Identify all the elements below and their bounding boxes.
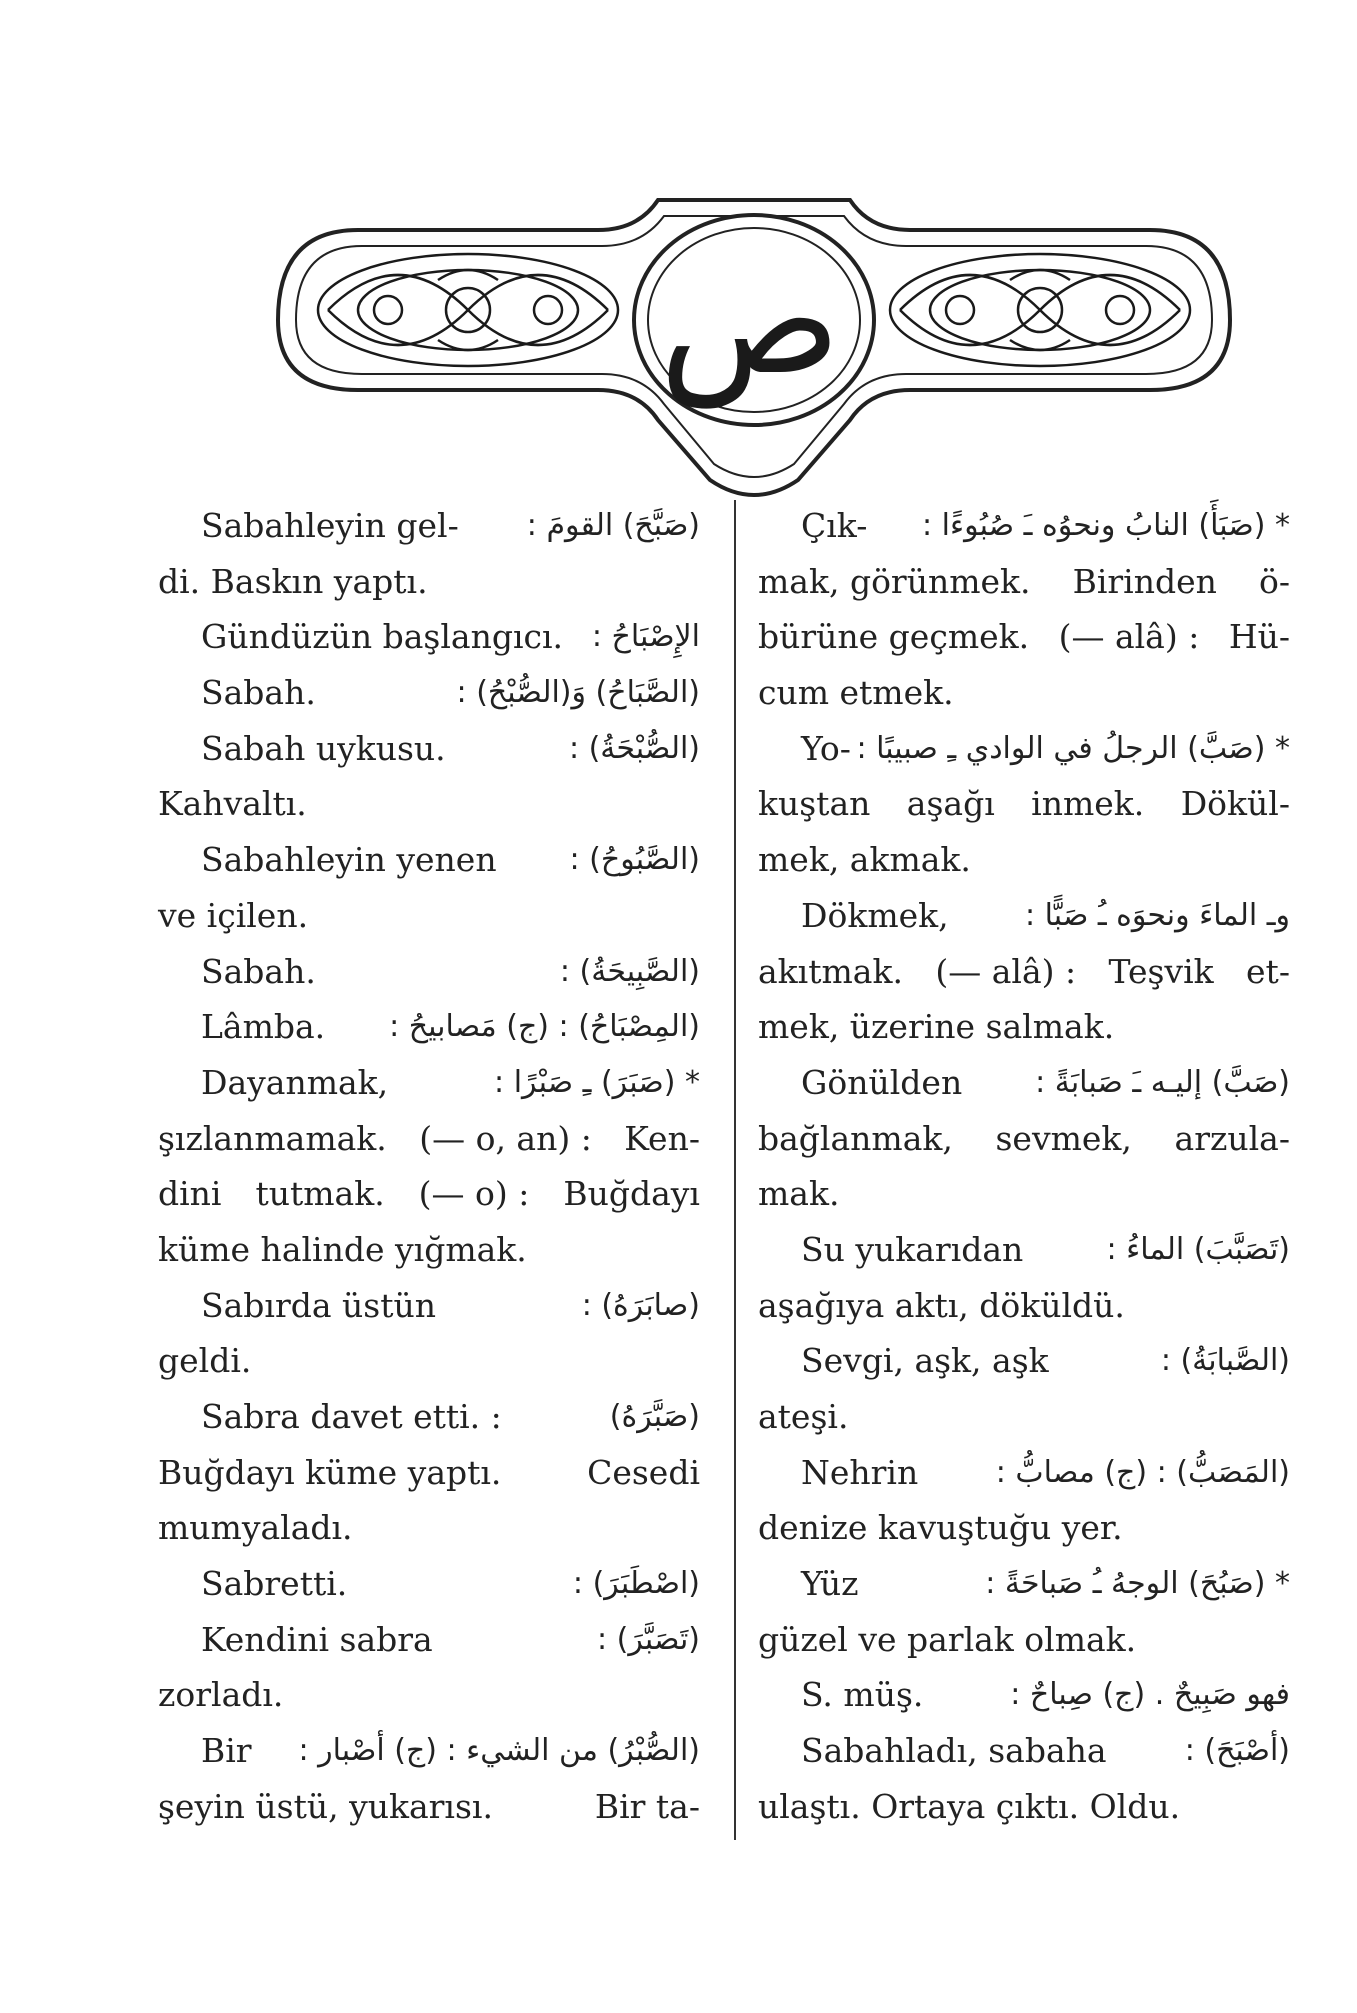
turkish-definition: Sabahladı, sabaha: [801, 1731, 1107, 1771]
dictionary-line: [158, 999, 700, 1055]
turkish-definition: Sabırda üstün: [201, 1285, 436, 1325]
line-word: Teşvik: [1108, 951, 1214, 991]
dictionary-line: [158, 1278, 700, 1334]
line-word: bürüne geçmek.: [758, 617, 1030, 657]
turkish-definition: mek, akmak.: [758, 840, 971, 880]
turkish-definition: Sabretti.: [201, 1564, 348, 1604]
turkish-definition: Sabahleyin yenen: [201, 840, 497, 880]
dictionary-line: [158, 554, 700, 610]
dictionary-line: [158, 665, 700, 721]
line-word: akıtmak.: [758, 951, 903, 991]
column-divider: [734, 500, 736, 1840]
line-word: kuştan: [758, 784, 871, 824]
turkish-definition: güzel ve parlak olmak.: [758, 1619, 1137, 1659]
line-word: aşağı: [906, 784, 995, 824]
line-word: (— alâ) :: [1058, 617, 1200, 657]
dictionary-line: [758, 888, 1290, 944]
turkish-definition: Dökmek,: [801, 895, 949, 935]
turkish-definition: cum etmek.: [758, 673, 954, 713]
arabic-headword: وـ الماءَ ونحوَه ـُ صَبًّا :: [1024, 897, 1290, 933]
dictionary-line: [158, 721, 700, 777]
dictionary-line: [158, 1556, 700, 1612]
dictionary-line: [158, 1612, 700, 1668]
turkish-definition: Sabah.: [201, 951, 316, 991]
line-word: dini: [158, 1174, 222, 1214]
turkish-definition: zorladı.: [158, 1675, 284, 1715]
arabic-headword: (الصَّبِيحَةُ) :: [559, 953, 700, 989]
arabic-headword: (المَصَبُّ) : (ج) مصابُّ :: [995, 1454, 1290, 1490]
arabic-headword: (الصُّبْحَةُ) :: [568, 730, 700, 766]
arabic-headword: * (صَبَّ) الرجلُ في الوادي ـِ صبيبًا :: [856, 730, 1290, 766]
dictionary-line: [758, 1222, 1290, 1278]
arabic-headword: (الصُّبْرُ) من الشيء : (ج) أصْبار :: [298, 1733, 700, 1769]
dictionary-line: [758, 1667, 1290, 1723]
dictionary-line: [758, 1111, 1290, 1167]
turkish-definition: mek, üzerine salmak.: [758, 1007, 1115, 1047]
left-column: [158, 498, 700, 1835]
line-word: et-: [1246, 951, 1290, 991]
arabic-headword: * (صَبَرَ) ـِ صَبْرًا :: [494, 1064, 700, 1100]
dictionary-line: [758, 554, 1290, 610]
dictionary-line: [758, 1779, 1290, 1835]
turkish-definition: Bir: [201, 1731, 252, 1771]
arabic-headword: * (صَبُحَ) الوجهُ ـُ صَباحَةً :: [985, 1566, 1290, 1602]
dictionary-line: [758, 776, 1290, 832]
turkish-definition: ulaştı. Ortaya çıktı. Oldu.: [758, 1786, 1181, 1826]
turkish-definition: Gönülden: [801, 1062, 963, 1102]
turkish-definition: Yo-: [801, 728, 851, 768]
line-word: Bir ta-: [594, 1786, 700, 1826]
turkish-definition: Gündüzün başlangıcı.: [201, 617, 564, 657]
dictionary-line: [158, 1111, 700, 1167]
dictionary-line: [758, 999, 1290, 1055]
line-word: (— o) :: [418, 1174, 530, 1214]
arabic-headword: (صَبَّ) إليـه ـَ صَبابَةً :: [1035, 1064, 1290, 1100]
dictionary-line: [158, 1222, 700, 1278]
turkish-definition: Yüz: [801, 1564, 859, 1604]
arabic-headword: (تَصَبَّرَ) :: [596, 1621, 700, 1657]
arabic-headword: (الصَّبُوحُ) :: [569, 842, 700, 878]
turkish-definition: Sevgi, aşk, aşk: [801, 1341, 1049, 1381]
dictionary-line: [758, 1500, 1290, 1556]
dictionary-line: [158, 1667, 700, 1723]
dictionary-line: [158, 1389, 700, 1445]
arabic-headword: (أصْبَحَ) :: [1184, 1733, 1290, 1769]
arabic-headword: * (صَبَأَ) النابُ ونحوُه ـَ صُبُوءًا :: [922, 508, 1290, 543]
turkish-definition: geldi.: [158, 1341, 252, 1381]
dictionary-line: [758, 1055, 1290, 1111]
turkish-definition: küme halinde yığmak.: [158, 1229, 527, 1269]
dictionary-line: [758, 1556, 1290, 1612]
line-word: mak, görünmek.: [758, 561, 1031, 601]
right-column: [758, 498, 1290, 1835]
dictionary-line: [758, 944, 1290, 1000]
arabic-headword: (صَبَّحَ) القومَ :: [526, 508, 700, 543]
left-arabesque-panel: [318, 254, 618, 366]
dictionary-line: [158, 1779, 700, 1835]
turkish-definition: Kahvaltı.: [158, 784, 307, 824]
dictionary-line: [758, 665, 1290, 721]
dictionary-line: [158, 1500, 700, 1556]
right-arabesque-panel: [890, 254, 1190, 366]
section-letter-sad: ص: [659, 234, 841, 408]
turkish-definition: Çık-: [801, 506, 868, 545]
turkish-definition: Sabahleyin gel-: [201, 506, 459, 545]
dictionary-line: [158, 1166, 700, 1222]
turkish-definition: Sabah.: [201, 673, 316, 713]
turkish-definition: mak.: [758, 1174, 840, 1214]
line-word: bağlanmak,: [758, 1118, 953, 1158]
turkish-definition: S. müş.: [801, 1675, 924, 1715]
dictionary-line: [758, 1612, 1290, 1668]
turkish-definition: Lâmba.: [201, 1007, 326, 1047]
dictionary-line: [158, 1445, 700, 1501]
dictionary-line: [758, 1389, 1290, 1445]
turkish-definition: ve içilen.: [158, 895, 309, 935]
line-word: Birinden: [1072, 561, 1217, 601]
line-word: ö-: [1258, 561, 1290, 601]
dictionary-line: [758, 1278, 1290, 1334]
arabic-headword: الإِصْبَاحُ :: [591, 619, 700, 655]
line-word: Buğdayı: [563, 1174, 700, 1214]
dictionary-line: [758, 1333, 1290, 1389]
arabic-headword: (صابَرَهُ) :: [581, 1287, 700, 1323]
dictionary-line: [158, 832, 700, 888]
line-word: inmek.: [1031, 784, 1145, 824]
arabic-headword: (صَبَّرَهُ): [609, 1399, 700, 1434]
line-word: (— alâ) :: [935, 951, 1077, 991]
dictionary-line: [158, 888, 700, 944]
line-word: arzula-: [1174, 1118, 1290, 1158]
turkish-definition: mumyaladı.: [158, 1508, 353, 1548]
dictionary-line: [758, 832, 1290, 888]
dictionary-line: [158, 1723, 700, 1779]
dictionary-line: [158, 498, 700, 554]
turkish-definition: Dayanmak,: [201, 1062, 389, 1102]
arabic-headword: (تَصَبَّبَ) الماءُ :: [1106, 1231, 1290, 1267]
line-word: Cesedi: [587, 1452, 700, 1492]
line-word: Hü-: [1228, 617, 1290, 657]
line-word: şızlanmamak.: [158, 1118, 387, 1158]
dictionary-line: [158, 1055, 700, 1111]
dictionary-line: [758, 609, 1290, 665]
turkish-definition: Kendini sabra: [201, 1619, 433, 1659]
line-word: Buğdayı küme yaptı.: [158, 1452, 502, 1492]
turkish-definition: denize kavuştuğu yer.: [758, 1508, 1123, 1548]
turkish-definition: aşağıya aktı, döküldü.: [758, 1285, 1125, 1325]
turkish-definition: Su yukarıdan: [801, 1229, 1024, 1269]
arabic-headword: (الصَّبَاحُ) وَ(الصُّبْحُ) :: [456, 675, 700, 711]
turkish-definition: ateşi.: [758, 1397, 849, 1436]
arabic-headword: (المِصْبَاحُ) : (ج) مَصابيحُ :: [389, 1009, 700, 1045]
dictionary-line: [758, 498, 1290, 554]
dictionary-line: [158, 1333, 700, 1389]
dictionary-line: [758, 721, 1290, 777]
dictionary-line: [758, 1723, 1290, 1779]
line-word: Ken-: [624, 1118, 700, 1158]
line-word: şeyin üstü, yukarısı.: [158, 1786, 493, 1826]
arabic-headword: (اصْطَبَرَ) :: [572, 1566, 700, 1602]
dictionary-line: [158, 944, 700, 1000]
dictionary-line: [758, 1445, 1290, 1501]
dictionary-line: [758, 1166, 1290, 1222]
arabic-headword: فهو صَبِيحٌ . (ج) صِباحٌ :: [1010, 1677, 1290, 1713]
turkish-definition: Sabra davet etti. :: [201, 1397, 502, 1436]
arabic-headword: (الصَّبابَةُ) :: [1160, 1343, 1290, 1379]
line-word: tutmak.: [255, 1174, 385, 1214]
line-word: Dökül-: [1180, 784, 1290, 824]
turkish-definition: di. Baskın yaptı.: [158, 561, 428, 601]
turkish-definition: Sabah uykusu.: [201, 728, 446, 768]
line-word: sevmek,: [995, 1118, 1132, 1158]
turkish-definition: Nehrin: [801, 1452, 919, 1492]
dictionary-line: [158, 776, 700, 832]
dictionary-line: [158, 609, 700, 665]
line-word: (— o, an) :: [419, 1118, 592, 1158]
